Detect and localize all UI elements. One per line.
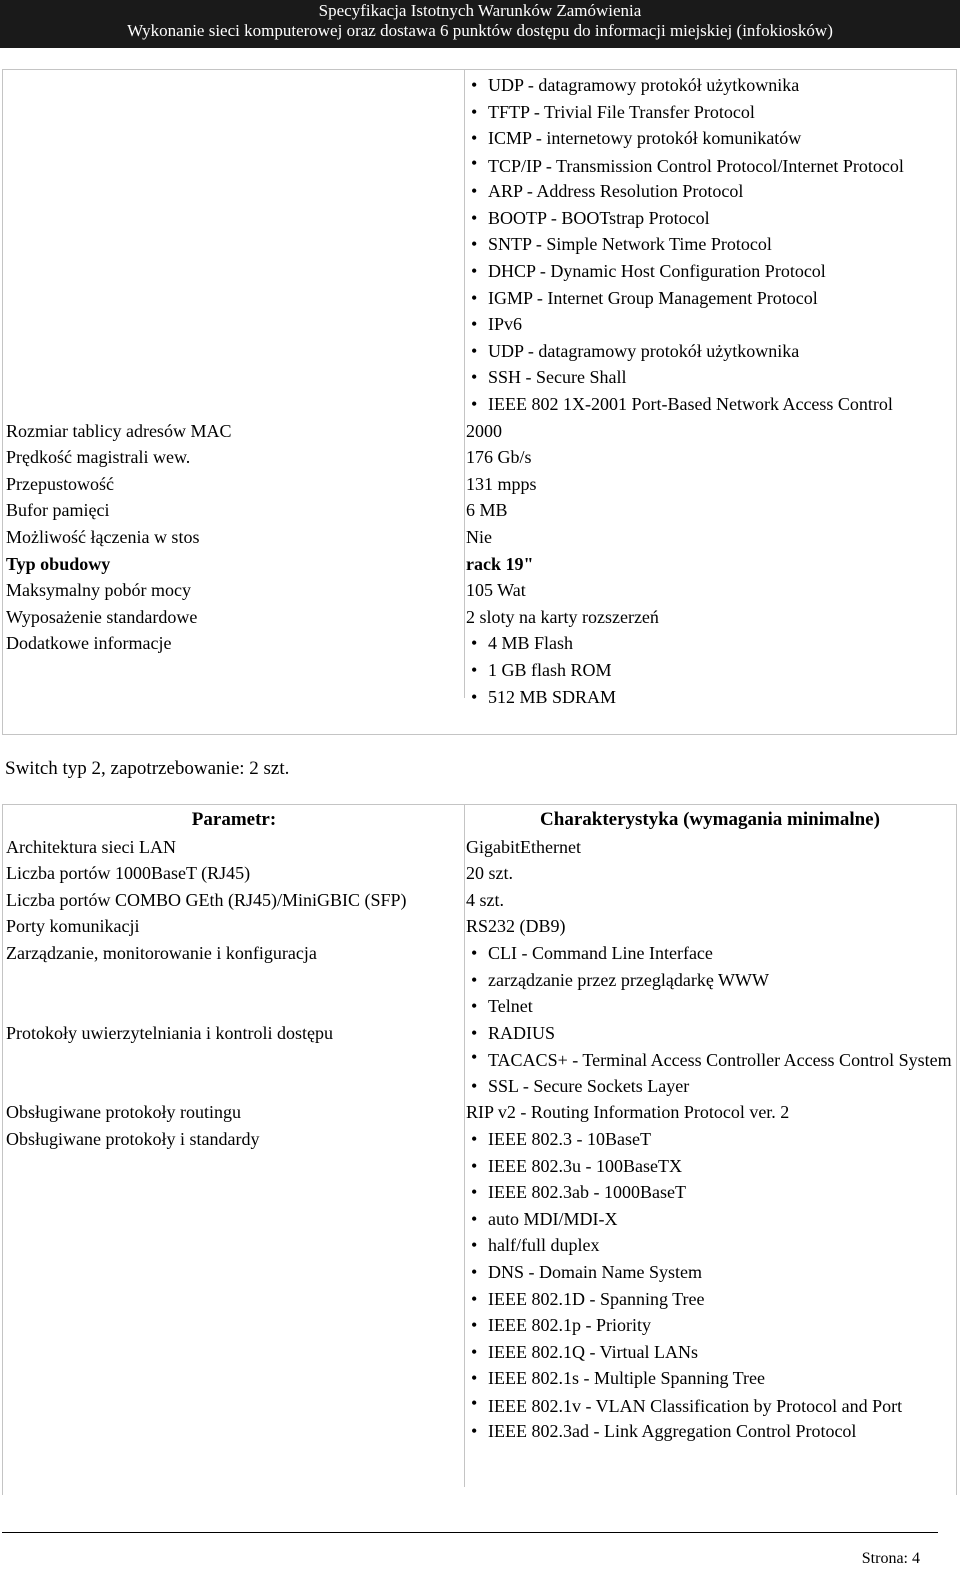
list-item: • SSL - Secure Sockets Layer <box>466 1073 954 1100</box>
case-label: Typ obudowy <box>6 553 111 574</box>
comm-label: Porty komunikacji <box>6 916 140 937</box>
list-item: • SSH - Secure Shall <box>466 364 954 391</box>
arch-label: Architektura sieci LAN <box>6 836 176 857</box>
arch-value: GigabitEthernet <box>466 836 581 857</box>
auth-label: Protokoły uwierzytelniania i kontroli dostępu <box>6 1022 333 1043</box>
protocols-list <box>466 72 954 418</box>
list-item: • IPv6 <box>466 311 954 338</box>
list-item: • 1 GB flash ROM <box>466 657 954 684</box>
section-caption: Switch typ 2, zapotrzebowanie: 2 szt. <box>5 758 290 779</box>
list-item: • DNS - Domain Name System <box>466 1259 954 1286</box>
throughput-label: Przepustowość <box>6 473 114 494</box>
list-item: • Telnet <box>466 993 954 1020</box>
list-item: • auto MDI/MDI-X <box>466 1206 954 1233</box>
list-item: • ICMP - internetowy protokół komunikatów <box>466 125 954 152</box>
table-row <box>3 418 956 445</box>
page-header <box>0 0 960 48</box>
table-row <box>3 577 956 604</box>
ports-value: 20 szt. <box>466 863 513 884</box>
spec-table-continued <box>2 69 957 735</box>
header-subtitle: Wykonanie sieci komputerowej oraz dostawa 6 punktów dostępu do informacji miejskiej (infokiosków) <box>127 21 833 40</box>
footer-divider <box>2 1532 938 1533</box>
combo-label: Liczba portów COMBO GEth (RJ45)/MiniGBIC (SFP) <box>6 889 407 910</box>
table-row <box>3 551 956 578</box>
mgmt-list <box>466 940 954 1020</box>
buffer-value: 6 MB <box>466 500 508 521</box>
list-item: • 512 MB SDRAM <box>466 684 954 711</box>
buffer-label: Bufor pamięci <box>6 500 110 521</box>
list-item: • SNTP - Simple Network Time Protocol <box>466 231 954 258</box>
list-item: • RADIUS <box>466 1020 954 1047</box>
equipment-label: Wyposażenie standardowe <box>6 606 198 627</box>
equipment-value: 2 sloty na karty rozszerzeń <box>466 606 659 627</box>
list-item: • IEEE 802.1p - Priority <box>466 1312 954 1339</box>
page-number: Strona: 4 <box>861 1550 920 1567</box>
list-item: • IEEE 802.1v - VLAN Classification by Protocol and Port <box>466 1392 954 1419</box>
table-row <box>3 630 956 707</box>
table-row <box>3 471 956 498</box>
list-item: • IEEE 802.3ab - 1000BaseT <box>466 1179 954 1206</box>
comm-value: RS232 (DB9) <box>466 916 566 937</box>
list-item: • IEEE 802 1X-2001 Port-Based Network Access Control <box>466 391 954 418</box>
extra-label: Dodatkowe informacje <box>6 633 172 654</box>
table-row <box>3 887 956 914</box>
table-header-row <box>3 805 956 834</box>
list-item: • half/full duplex <box>466 1232 954 1259</box>
table-row <box>3 1126 956 1487</box>
header-title: Specyfikacja Istotnych Warunków Zamówienia <box>318 1 642 20</box>
list-item: • CLI - Command Line Interface <box>466 940 954 967</box>
list-item: • zarządzanie przez przeglądarkę WWW <box>466 967 954 994</box>
table-row <box>3 913 956 940</box>
list-item: • UDP - datagramowy protokół użytkownika <box>466 72 954 99</box>
backplane-value: 176 Gb/s <box>466 447 532 468</box>
list-item: • IEEE 802.1s - Multiple Spanning Tree <box>466 1365 954 1392</box>
table-row <box>3 524 956 551</box>
routing-value: RIP v2 - Routing Information Protocol ver. 2 <box>466 1102 790 1123</box>
ports-label: Liczba portów 1000BaseT (RJ45) <box>6 863 251 884</box>
list-item: • DHCP - Dynamic Host Configuration Protocol <box>466 258 954 285</box>
list-item: • ARP - Address Resolution Protocol <box>466 178 954 205</box>
list-item: • TFTP - Trivial File Transfer Protocol <box>466 99 954 126</box>
list-item: • IEEE 802.3ad - Link Aggregation Control Protocol <box>466 1418 954 1445</box>
list-item: • IEEE 802.1Q - Virtual LANs <box>466 1339 954 1366</box>
mac-value: 2000 <box>466 420 502 441</box>
table-row <box>3 604 956 631</box>
routing-label: Obsługiwane protokoły routingu <box>6 1102 241 1123</box>
extra-list <box>466 630 954 710</box>
case-value: rack 19" <box>466 553 534 574</box>
mgmt-label: Zarządzanie, monitorowanie i konfiguracja <box>6 942 317 963</box>
spec-table-switch-type2 <box>2 804 957 1495</box>
power-value: 105 Wat <box>466 580 526 601</box>
throughput-value: 131 mpps <box>466 473 537 494</box>
list-item: • IEEE 802.3u - 100BaseTX <box>466 1153 954 1180</box>
table-row <box>3 444 956 471</box>
list-item: • IGMP - Internet Group Management Protocol <box>466 285 954 312</box>
mac-label: Rozmiar tablicy adresów MAC <box>6 420 232 441</box>
list-item: • 4 MB Flash <box>466 630 954 657</box>
header-charakterystyka: Charakterystyka (wymagania minimalne) <box>540 809 880 830</box>
power-label: Maksymalny pobór mocy <box>6 580 191 601</box>
combo-value: 4 szt. <box>466 889 504 910</box>
table-row <box>3 940 956 1020</box>
table-row <box>3 497 956 524</box>
stack-value: Nie <box>466 527 492 547</box>
protocols-row <box>3 70 956 418</box>
table-row <box>3 1020 956 1100</box>
list-item: • UDP - datagramowy protokół użytkownika <box>466 338 954 365</box>
list-item: • IEEE 802.1D - Spanning Tree <box>466 1286 954 1313</box>
std-list <box>466 1126 954 1445</box>
header-parametr: Parametr: <box>191 809 277 830</box>
std-label: Obsługiwane protokoły i standardy <box>6 1129 260 1150</box>
list-item: • TACACS+ - Terminal Access Controller Access Control System <box>466 1046 954 1073</box>
stack-label: Możliwość łączenia w stos <box>6 527 200 547</box>
table-row <box>3 1099 956 1126</box>
table-row <box>3 860 956 887</box>
auth-list <box>466 1020 954 1100</box>
backplane-label: Prędkość magistrali wew. <box>6 447 191 468</box>
table-row <box>3 834 956 861</box>
list-item: • BOOTP - BOOTstrap Protocol <box>466 205 954 232</box>
list-item: • TCP/IP - Transmission Control Protocol/Internet Protocol <box>466 152 954 179</box>
list-item: • IEEE 802.3 - 10BaseT <box>466 1126 954 1153</box>
